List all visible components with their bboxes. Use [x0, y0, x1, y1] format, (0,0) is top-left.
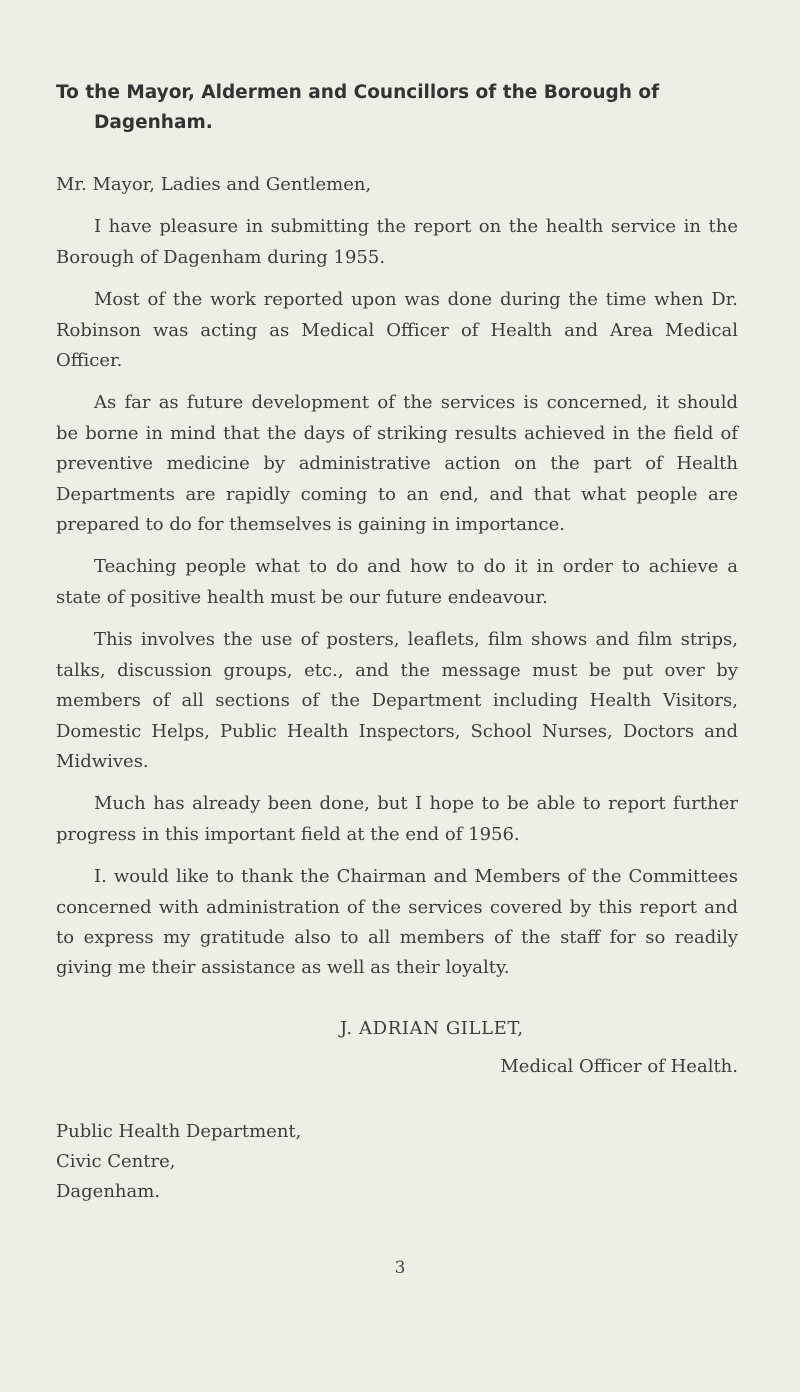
signatory-title: Medical Officer of Health.: [500, 1056, 738, 1077]
addressee-line-1: To the Mayor, Aldermen and Councillors of the Borough of: [56, 82, 660, 103]
page-number: 3: [394, 1258, 406, 1278]
letter-body: [56, 170, 738, 996]
paragraph-6: Much has already been done, but I hope to be able to report further progress in this important field at the end of 1956.: [56, 793, 738, 845]
paragraph-3: As far as future development of the services is concerned, it should be borne in mind that the days of striking results achieved in the field of preventive medicine by administrative action on the part of Health Departments are rapidly coming to an end, and that what people are prepared to do for themselves is gaining in importance.: [56, 392, 738, 536]
addressee-heading: [56, 78, 756, 138]
paragraph-7: I. would like to thank the Chairman and Members of the Committees concerned with administration of the services covered by this report and to express my gratitude also to all members of the staff for so readily giving me their assistance as well as their loyalty.: [56, 866, 738, 979]
address-line-1: Public Health Department,: [56, 1121, 302, 1142]
salutation: Mr. Mayor, Ladies and Gentlemen,: [56, 174, 372, 195]
paragraph-1: I have pleasure in submitting the report on the health service in the Borough of Dagenham during 1955.: [56, 216, 738, 268]
paragraph-2: Most of the work reported upon was done during the time when Dr. Robinson was acting as Medical Officer of Health and Area Medical Officer.: [56, 289, 738, 372]
paragraph-4: Teaching people what to do and how to do it in order to achieve a state of positive health must be our future endeavour.: [56, 556, 738, 608]
signatory-name: J. ADRIAN GILLET,: [340, 1018, 524, 1039]
sender-address: [56, 1117, 301, 1207]
address-line-3: Dagenham.: [56, 1181, 161, 1202]
address-line-2: Civic Centre,: [56, 1151, 176, 1172]
paragraph-5: This involves the use of posters, leaflets, film shows and film strips, talks, discussion groups, etc., and the message must be put over by members of all sections of the Department including Health Visitors, Domestic Helps, Public Health Inspectors, School Nurses, Doctors and Midwives.: [56, 629, 738, 772]
signature-block: [56, 1014, 738, 1082]
addressee-line-2: Dagenham.: [94, 112, 213, 133]
